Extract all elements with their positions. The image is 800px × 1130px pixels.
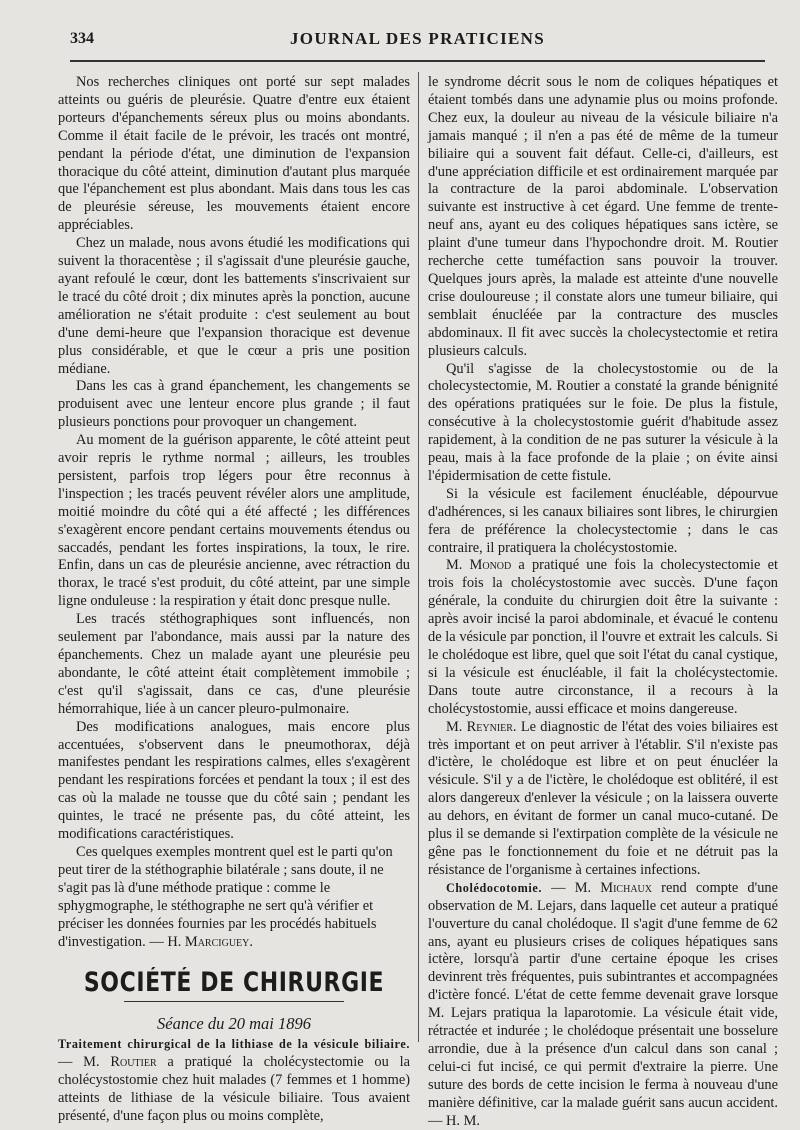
paragraph: Dans les cas à grand épanchement, les changements se produisent avec une lenteur encore plus grande ; il faut plusieurs ponctions pour provoquer un changement. (58, 378, 410, 431)
section1-title: Traitement chirurgical de la lithiase de la vésicule biliaire. (58, 1037, 410, 1052)
dash-text: — M. (542, 879, 601, 896)
closing-text: Ces quelques exemples montrent quel est le parti qu'on peut tirer de la stéthographie bilatérale ; sans doute, il ne s'agit pas là d'une méthode pratique : comme le sphygmographe, le stéthographe ne sert qu'à vérifier et préciser les données fournies par les procédés habituels d'investigation. — (58, 843, 393, 950)
paragraph: Au moment de la guérison apparente, le côté atteint peut avoir repris le rythme normal ; ailleurs, les troubles persistent, parfois trop légers pour être reconnus à l'inspection ; les tracés peuvent révéler alors une amplitude, moitié moindre du côté qui a été affecté ; les différences s'exagèrent encore pendant certains mouvements étendus ou saccadés, pendant les fortes inspirations, la toux, le rire. Enfin, dans un cas de pleurésie ancienne, avec rétraction du thorax, le tracé s'est produit, du côté atteint, par une simple ligne onduleuse : la respiration y était donc presque nulle. (58, 432, 410, 610)
section2-title: Cholédocotomie. (446, 880, 542, 895)
column-divider (418, 72, 419, 1042)
section-title: SOCIÉTÉ DE CHIRURGIE (83, 968, 385, 999)
dash-text: — M. (58, 1054, 111, 1071)
closing-paragraph (58, 844, 410, 951)
surgeon-name: Routier (110, 1054, 157, 1071)
author-signature: H. Marciguey. (167, 933, 253, 950)
page-number: 334 (70, 30, 94, 47)
paragraph (428, 719, 778, 880)
section-underline (124, 1001, 344, 1002)
paragraph-text: a pratiqué une fois la cholecystectomie et trois fois la cholécystostomie avec succès. D'une façon générale, la conduite du chirurgien doit être la suivante : après avoir incisé la paroi abdominale, et évacué le contenu de la vésicule par ponction, il l'ouvre et extrait les calculs. Si le cholédoque est libre, quel que soit l'état du canal cystique, si la vésicule est énucléable, il fait la cholécystectomie. Dans toute autre circonstance, il a recours à la cholécystostomie, aussi efficace et moins dangereuse. (428, 557, 778, 717)
header-rule (70, 60, 765, 62)
paragraph: le syndrome décrit sous le nom de coliques hépatiques et étaient tombés dans une adynamie plus ou moins profonde. Chez eux, la douleur au niveau de la vésicule biliaire n'a jamais manqué ; il n'en a pas été de même de la tumeur biliaire qui a souvent fait défaut. Celle-ci, d'ailleurs, est d'une appréciation difficile et est ordinairement marquée par la contracture de la paroi abdominale. L'observation suivante est instructive à cet égard. Une femme de trente-neuf ans, ayant eu des coliques hépatiques sans ictère, se plaint d'une tumeur dans l'hypochondre droit. M. Routier recherche cette tuméfaction sans pouvoir la trouver. Quelques jours après, la malade est atteinte d'une nouvelle crise douloureuse ; il constate alors une tumeur biliaire, qui semblait énucléée par la contracture des muscles abdominaux. Il fit avec succès la cholecystectomie et retira plusieurs calculs. (428, 74, 778, 359)
paragraph: Chez un malade, nous avons étudié les modifications qui suivent la thoracentèse ; il s'agissait d'une pleurésie gauche, ayant refoulé le cœur, dont les battements s'inscrivaient sur le tracé du côté droit ; dix minutes après la ponction, aucune amélioration ne s'était produite : c'est seulement au bout d'une demi-heure que l'expansion thoracique est devenue plus considérable, et que le cœur a pris une position médiane. (58, 235, 410, 377)
section1-text: a pratiqué la cholécystectomie ou la cholécystostomie chez huit malades (7 femmes et 1 homme) atteints de lithiase de la vésicule biliaire. Tous avaient présenté, d'une façon plus ou moins complète, (58, 1054, 410, 1124)
surgeon-name: Michaux (600, 879, 652, 896)
paragraph: Qu'il s'agisse de la cholecystostomie ou de la cholecystectomie, M. Routier a constaté la grande bénignité des opérations pratiquées sur le foie. De plus la fistule, consécutive à la cholecystostomie guérit d'habitude assez rapidement, à la condition de ne pas suturer la vésicule à la peau, mais à la face profonde de la plaie ; on évite ainsi l'épidermisation de cette fistule. (428, 360, 778, 484)
surgeon-name: M. Monod (446, 557, 512, 574)
paragraph: Les tracés stéthographiques sont influencés, non seulement par l'abondance, mais aussi par la nature des épanchements. Chez un malade ayant une pleurésie peu abondante, le côté atteint était complètement immobile ; c'est qu'il s'agissait, dans ce cas, d'une pleurésie hémorrahique, liée à un cancer pleuro-pulmonaire. (58, 611, 410, 717)
running-title: JOURNAL DES PRATICIENS (290, 29, 545, 48)
paragraph-text: rend compte d'une observation de M. Lejars, dans laquelle cet auteur a pratiqué l'ouverture du canal cholédoque. Il s'agit d'une femme de 62 ans, ayant eu plusieurs crises de coliques hépatiques sans ictère, lorsqu'à partir d'une certaine époque les crises devinrent très fréquentes, puis subintrantes et accompagnées d'ictère foncé. L'état de cette femme devenait grave lorsque M. Lejars pratiqua la laparotomie. La vésicule était vide, rétractée et indurée ; le cholédoque présentait une bosselure arrondie, due à la présence d'un calcul dans son canal ; celui-ci fut incisé, ce qui permit d'extraire la pierre. Une suture des bords de cette incision le ferma à nouveau d'une manière définitive, car la malade guérit sans aucun accident. — H. M. (428, 879, 778, 1129)
left-column (58, 74, 410, 1126)
paragraph: Si la vésicule est facilement énucléable, dépourvue d'adhérences, si les canaux biliaires sont libres, le chirurgien fera de préférence la cholecystectomie ; dans le cas contraire, il pratiquera la cholécystostomie. (428, 485, 778, 556)
surgeon-name: M. Reynier. (446, 718, 517, 735)
paragraph: Nos recherches cliniques ont porté sur sept malades atteints ou guéris de pleurésie. Quatre d'entre eux étaient porteurs d'épanchements séreux plus ou moins abondants. Comme il était facile de le prévoir, les tracés ont montré, pendant la période d'état, une diminution de l'expansion thoracique du côté atteint, diminution d'autant plus marquée que l'épanchement est plus abondant. Mais dans tous les cas de pleurésie séreuse, les mouvements étaient encore appréciables. (58, 74, 410, 234)
right-column (428, 74, 778, 1130)
paragraph-text: Le diagnostic de l'état des voies biliaires est très important et on peut arriver à l'établir. S'il n'existe pas d'ictère, le cholédoque est libre et on peut énucléer la vésicule. S'il y a de l'ictère, le cholédoque est oblitéré, il est alors dangereux d'enlever la vésicule ; on la laissera ouverte au dehors, en évitant de former un canal muco-cutané. De plus il se demande si l'extirpation complète de la vésicule ne gêne pas le fonctionnement du foie et ne détruit pas la résistance de l'organisme à certaines infections. (428, 718, 778, 878)
page-header (70, 28, 765, 52)
seance-date: Séance du 20 mai 1896 (157, 1014, 311, 1034)
paragraph (428, 880, 778, 1130)
paragraph: Des modifications analogues, mais encore plus accentuées, s'observent dans le pneumothorax, déjà manifestes pendant les respirations calmes, elles s'exagèrent pendant les respirations forcées et pendant la toux ; il est des cas où la malade ne tousse que du côté sain ; pendant les quintes, le tracé ne présente pas, du côté atteint, les modifications caractéristiques. (58, 718, 410, 843)
paragraph (428, 557, 778, 718)
section1-paragraph (58, 1036, 410, 1126)
